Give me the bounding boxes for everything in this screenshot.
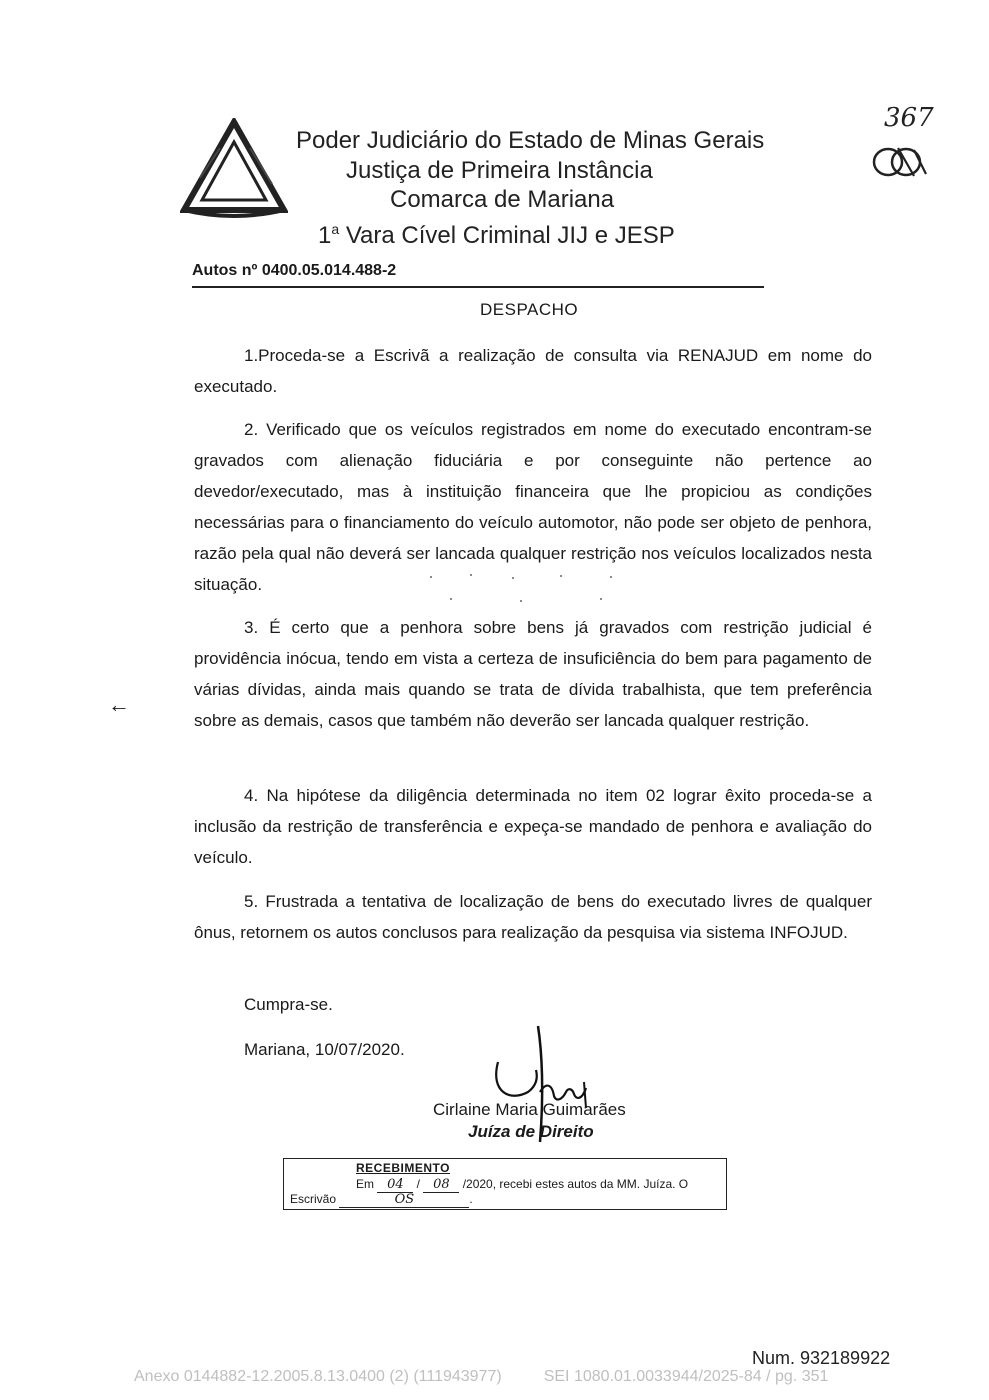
svg-text:367: 367 (884, 103, 934, 133)
footer-watermark (134, 1368, 828, 1386)
header-vara (318, 214, 675, 251)
stamp-day: 04 (377, 1177, 413, 1193)
paragraph-3: 3. É certo que a penhora sobre bens já gravados com restrição judicial é providência inócua, tendo em vista a certeza de insuficiência do bem para pagamento de várias dívidas, ainda mais quando se trata de dívida trabalhista, que tem preferência sobre as demais, casos que também não deverão ser lancada qualquer restrição. (194, 618, 872, 730)
paragraph-1: 1.Proceda-se a Escrivã a realização de consulta via RENAJUD em nome do executado. (194, 346, 872, 396)
header-court-name: Poder Judiciário do Estado de Minas Gerais (296, 127, 765, 154)
signatory-name: Cirlaine Maria Guimarães (433, 1100, 626, 1119)
margin-arrow-icon: ← (108, 692, 130, 717)
footer-sei: SEI 1080.01.0033944/2025-84 / pg. 351 (543, 1368, 829, 1385)
scan-speck (470, 574, 472, 576)
scan-speck (450, 598, 452, 600)
document-number: Num. 932189922 (752, 1348, 891, 1368)
closing-place-date: Mariana, 10/07/2020. (244, 1040, 405, 1059)
stamp-separator: / (413, 1177, 424, 1191)
closing-cumpra: Cumpra-se. (244, 995, 333, 1014)
paragraph-4: 4. Na hipótese da diligência determinada no item 02 lograr êxito proceda-se a inclusão da restrição de transferência e expeça-se mandado de penhora e avaliação do veículo. (194, 786, 872, 867)
scan-speck (610, 576, 612, 578)
case-number: Autos nº 0400.05.014.488-2 (192, 262, 397, 279)
stamp-end: . (469, 1192, 473, 1206)
stamp-suffix: /2020, recebi estes autos da MM. Juíza. O (459, 1177, 689, 1191)
signatory-role: Juíza de Direito (468, 1122, 594, 1141)
footer-annex: Anexo 0144882-12.2005.8.13.0400 (2) (111943977) (134, 1368, 502, 1385)
vara-number: 1 (318, 222, 332, 249)
header-comarca: Comarca de Mariana (390, 186, 615, 213)
stamp-escrivao-initials: OS (339, 1192, 469, 1208)
scan-speck (560, 575, 562, 577)
stamp-escrivao-label: Escrivão (290, 1192, 340, 1206)
stamp-month: 08 (423, 1177, 459, 1193)
stamp-title: RECEBIMENTO (356, 1161, 450, 1175)
scan-speck (520, 600, 522, 602)
scan-speck (600, 598, 602, 600)
handwritten-rubric-icon (868, 140, 932, 184)
header-instance: Justiça de Primeira Instância (346, 157, 653, 184)
document-title: DESPACHO (480, 300, 579, 319)
paragraph-2: 2. Verificado que os veículos registrados em nome do executado encontram-se gravados com alienação fiduciária e por conseguinte não pertence ao devedor/executado, mas à instituição financeira que lhe propiciou as condições necessárias para o financiamento do veículo automotor, não pode ser objeto de penhora, razão pela qual não deverá ser lancada qualquer restrição nos veículos localizados nesta situação. (194, 420, 872, 594)
scan-speck (512, 577, 514, 579)
handwritten-page-number (880, 96, 940, 136)
receipt-stamp (283, 1158, 727, 1210)
stamp-escrivao-line (290, 1192, 473, 1208)
court-emblem-icon (180, 118, 288, 220)
scan-speck (430, 576, 432, 578)
vara-name: Vara Cível Criminal JIJ e JESP (339, 222, 675, 249)
stamp-prefix: Em (356, 1177, 378, 1191)
case-number-divider (192, 286, 764, 288)
paragraph-5: 5. Frustrada a tentativa de localização de bens do executado livres de qualquer ônus, retornem os autos conclusos para realização da pesquisa via sistema INFOJUD. (194, 892, 872, 942)
vara-ordinal: a (331, 221, 340, 237)
stamp-date-line (356, 1177, 688, 1193)
